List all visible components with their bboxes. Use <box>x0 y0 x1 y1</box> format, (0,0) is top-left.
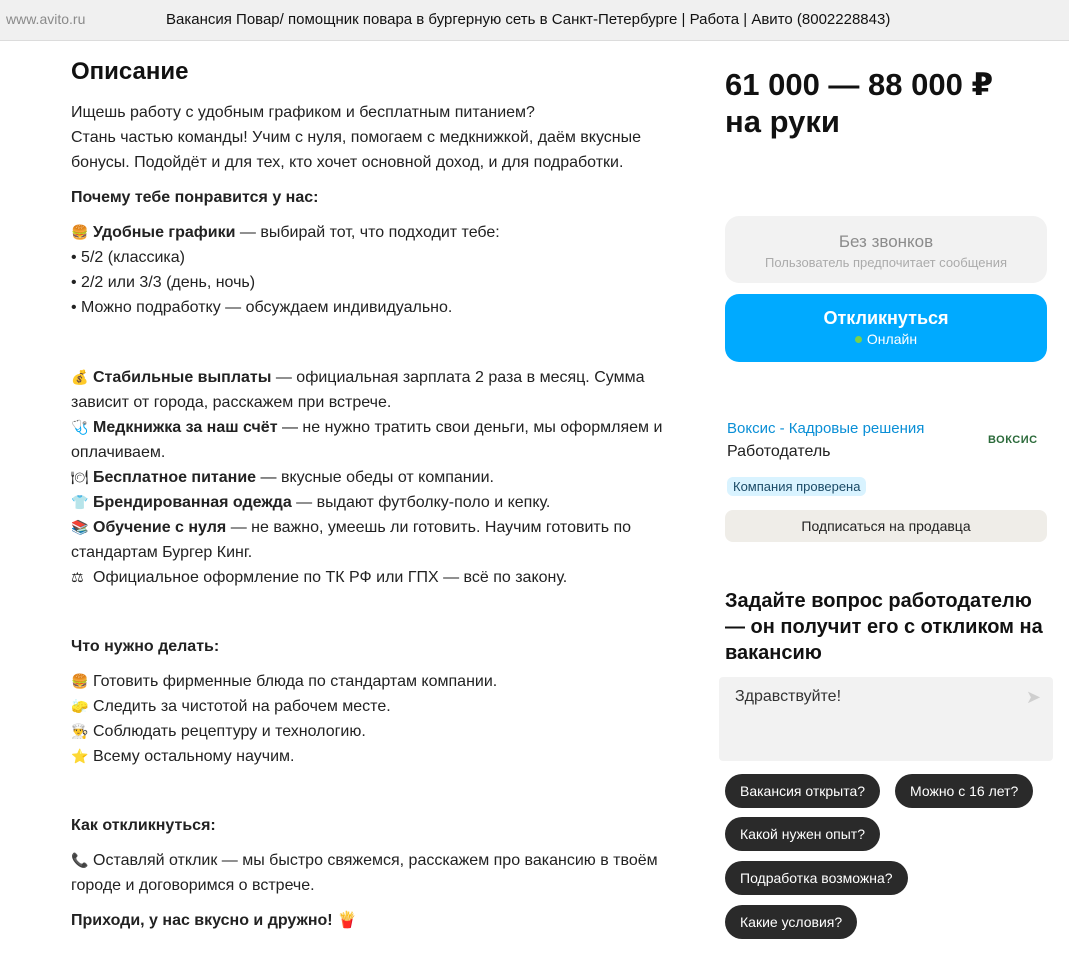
quick-question-chip[interactable]: Подработка возможна? <box>725 861 908 895</box>
books-icon: 📚 <box>71 519 89 535</box>
page-title: Вакансия Повар/ помощник повара в бургерную сеть в Санкт-Петербурге | Работа | Авито (8002228843) <box>166 11 891 28</box>
benefit-uniform: 👕 Брендированная одежда — выдают футболку-поло и кепку. <box>71 490 691 515</box>
howto-line-cont: городе и договоримся о встрече. <box>71 877 315 894</box>
browser-bar <box>0 0 1069 41</box>
verified-badge: Компания проверена <box>727 477 866 496</box>
description-section <box>71 58 691 933</box>
burger-icon: 🍔 <box>71 224 89 240</box>
benefit-training-cont: стандартам Бургер Кинг. <box>71 544 253 561</box>
company-role: Работодатель <box>727 443 831 460</box>
quick-question-chip[interactable]: Вакансия открыта? <box>725 774 880 808</box>
phone-icon: 📞 <box>71 852 89 868</box>
schedule-item: • 5/2 (классика) <box>71 249 185 266</box>
ask-heading: Задайте вопрос работодателю — он получит его с откликом на вакансию <box>725 590 1043 664</box>
cook-icon: 👨‍🍳 <box>71 723 89 739</box>
benefit-medbook: 🩺 Медкнижка за наш счёт — не нужно тратить свои деньги, мы оформляем и <box>71 415 691 440</box>
intro-line: Ищешь работу с удобным графиком и бесплатным питанием? <box>71 104 535 121</box>
howto-line: 📞 Оставляй отклик — мы быстро свяжемся, расскажем про вакансию в твоём <box>71 848 691 873</box>
schedule-line: 🍔 Удобные графики — выбирай тот, что подходит тебе: <box>71 220 691 245</box>
sidebar <box>725 66 1047 930</box>
description-heading: Описание <box>71 58 189 85</box>
todo-item: ⭐ Всему остальному научим. <box>71 744 691 769</box>
closing-line: Приходи, у нас вкусно и дружно! 🍟 <box>71 912 358 929</box>
sponge-icon: 🧽 <box>71 698 89 714</box>
url-text[interactable]: www.avito.ru <box>6 11 86 27</box>
no-calls-button[interactable] <box>725 216 1047 283</box>
intro <box>71 100 691 175</box>
benefit-food: 🍽 Бесплатное питание — вкусные обеды от компании. <box>71 465 691 490</box>
star-icon: ⭐ <box>71 748 89 764</box>
todo-item: 🧽 Следить за чистотой на рабочем месте. <box>71 694 691 719</box>
fries-icon: 🍟 <box>337 912 358 929</box>
benefit-medbook-cont: оплачиваем. <box>71 444 166 461</box>
schedule-item: • 2/2 или 3/3 (день, ночь) <box>71 274 256 291</box>
todo-heading: Что нужно делать: <box>71 638 220 655</box>
no-calls-subtitle: Пользователь предпочитает сообщения <box>764 255 1007 270</box>
reply-label: Откликнуться <box>823 308 949 328</box>
reply-button[interactable] <box>725 294 1047 362</box>
money-bag-icon: 💰 <box>71 369 89 385</box>
howto-heading: Как откликнуться: <box>71 817 216 834</box>
company-logo[interactable]: ВОКСИС <box>988 434 1038 446</box>
todo-item: 👨‍🍳 Соблюдать рецептуру и технологию. <box>71 719 691 744</box>
plate-icon: 🍽 <box>71 469 89 485</box>
quick-question-chip[interactable]: Какие условия? <box>725 905 857 939</box>
schedule-item: • Можно подработку — обсуждаем индивидуально. <box>71 299 453 316</box>
send-icon[interactable]: ➤ <box>1025 687 1041 707</box>
company-link[interactable]: Воксис - Кадровые решения <box>727 420 925 437</box>
salary: 61 000 — 88 000 ₽ на руки <box>725 67 994 139</box>
online-dot-icon <box>855 336 862 343</box>
message-field[interactable] <box>719 677 1053 761</box>
benefit-training: 📚 Обучение с нуля — не важно, умеешь ли готовить. Научим готовить по <box>71 515 691 540</box>
quick-question-chip[interactable]: Можно с 16 лет? <box>895 774 1033 808</box>
online-status: Онлайн <box>725 331 1047 347</box>
scales-icon: ⚖ <box>71 569 84 585</box>
no-calls-title: Без звонков <box>838 232 934 251</box>
benefit-salary: 💰 Стабильные выплаты — официальная зарплата 2 раза в месяц. Сумма <box>71 365 691 390</box>
stethoscope-icon: 🩺 <box>71 419 89 435</box>
todo-item: 🍔 Готовить фирменные блюда по стандартам компании. <box>71 669 691 694</box>
shirt-icon: 👕 <box>71 494 89 510</box>
subscribe-button[interactable]: Подписаться на продавца <box>725 510 1047 542</box>
benefit-salary-cont: зависит от города, расскажем при встрече. <box>71 394 392 411</box>
intro-line: бонусы. Подойдёт и для тех, кто хочет основной доход, и для подработки. <box>71 154 624 171</box>
benefit-official: ⚖ Официальное оформление по ТК РФ или ГПХ — всё по закону. <box>71 565 691 590</box>
intro-line: Стань частью команды! Учим с нуля, помогаем с медкнижкой, даём вкусные <box>71 129 642 146</box>
message-text[interactable]: Здравствуйте! <box>735 688 842 705</box>
quick-question-chip[interactable]: Какой нужен опыт? <box>725 817 880 851</box>
why-heading: Почему тебе понравится у нас: <box>71 189 319 206</box>
burger-icon: 🍔 <box>71 673 89 689</box>
